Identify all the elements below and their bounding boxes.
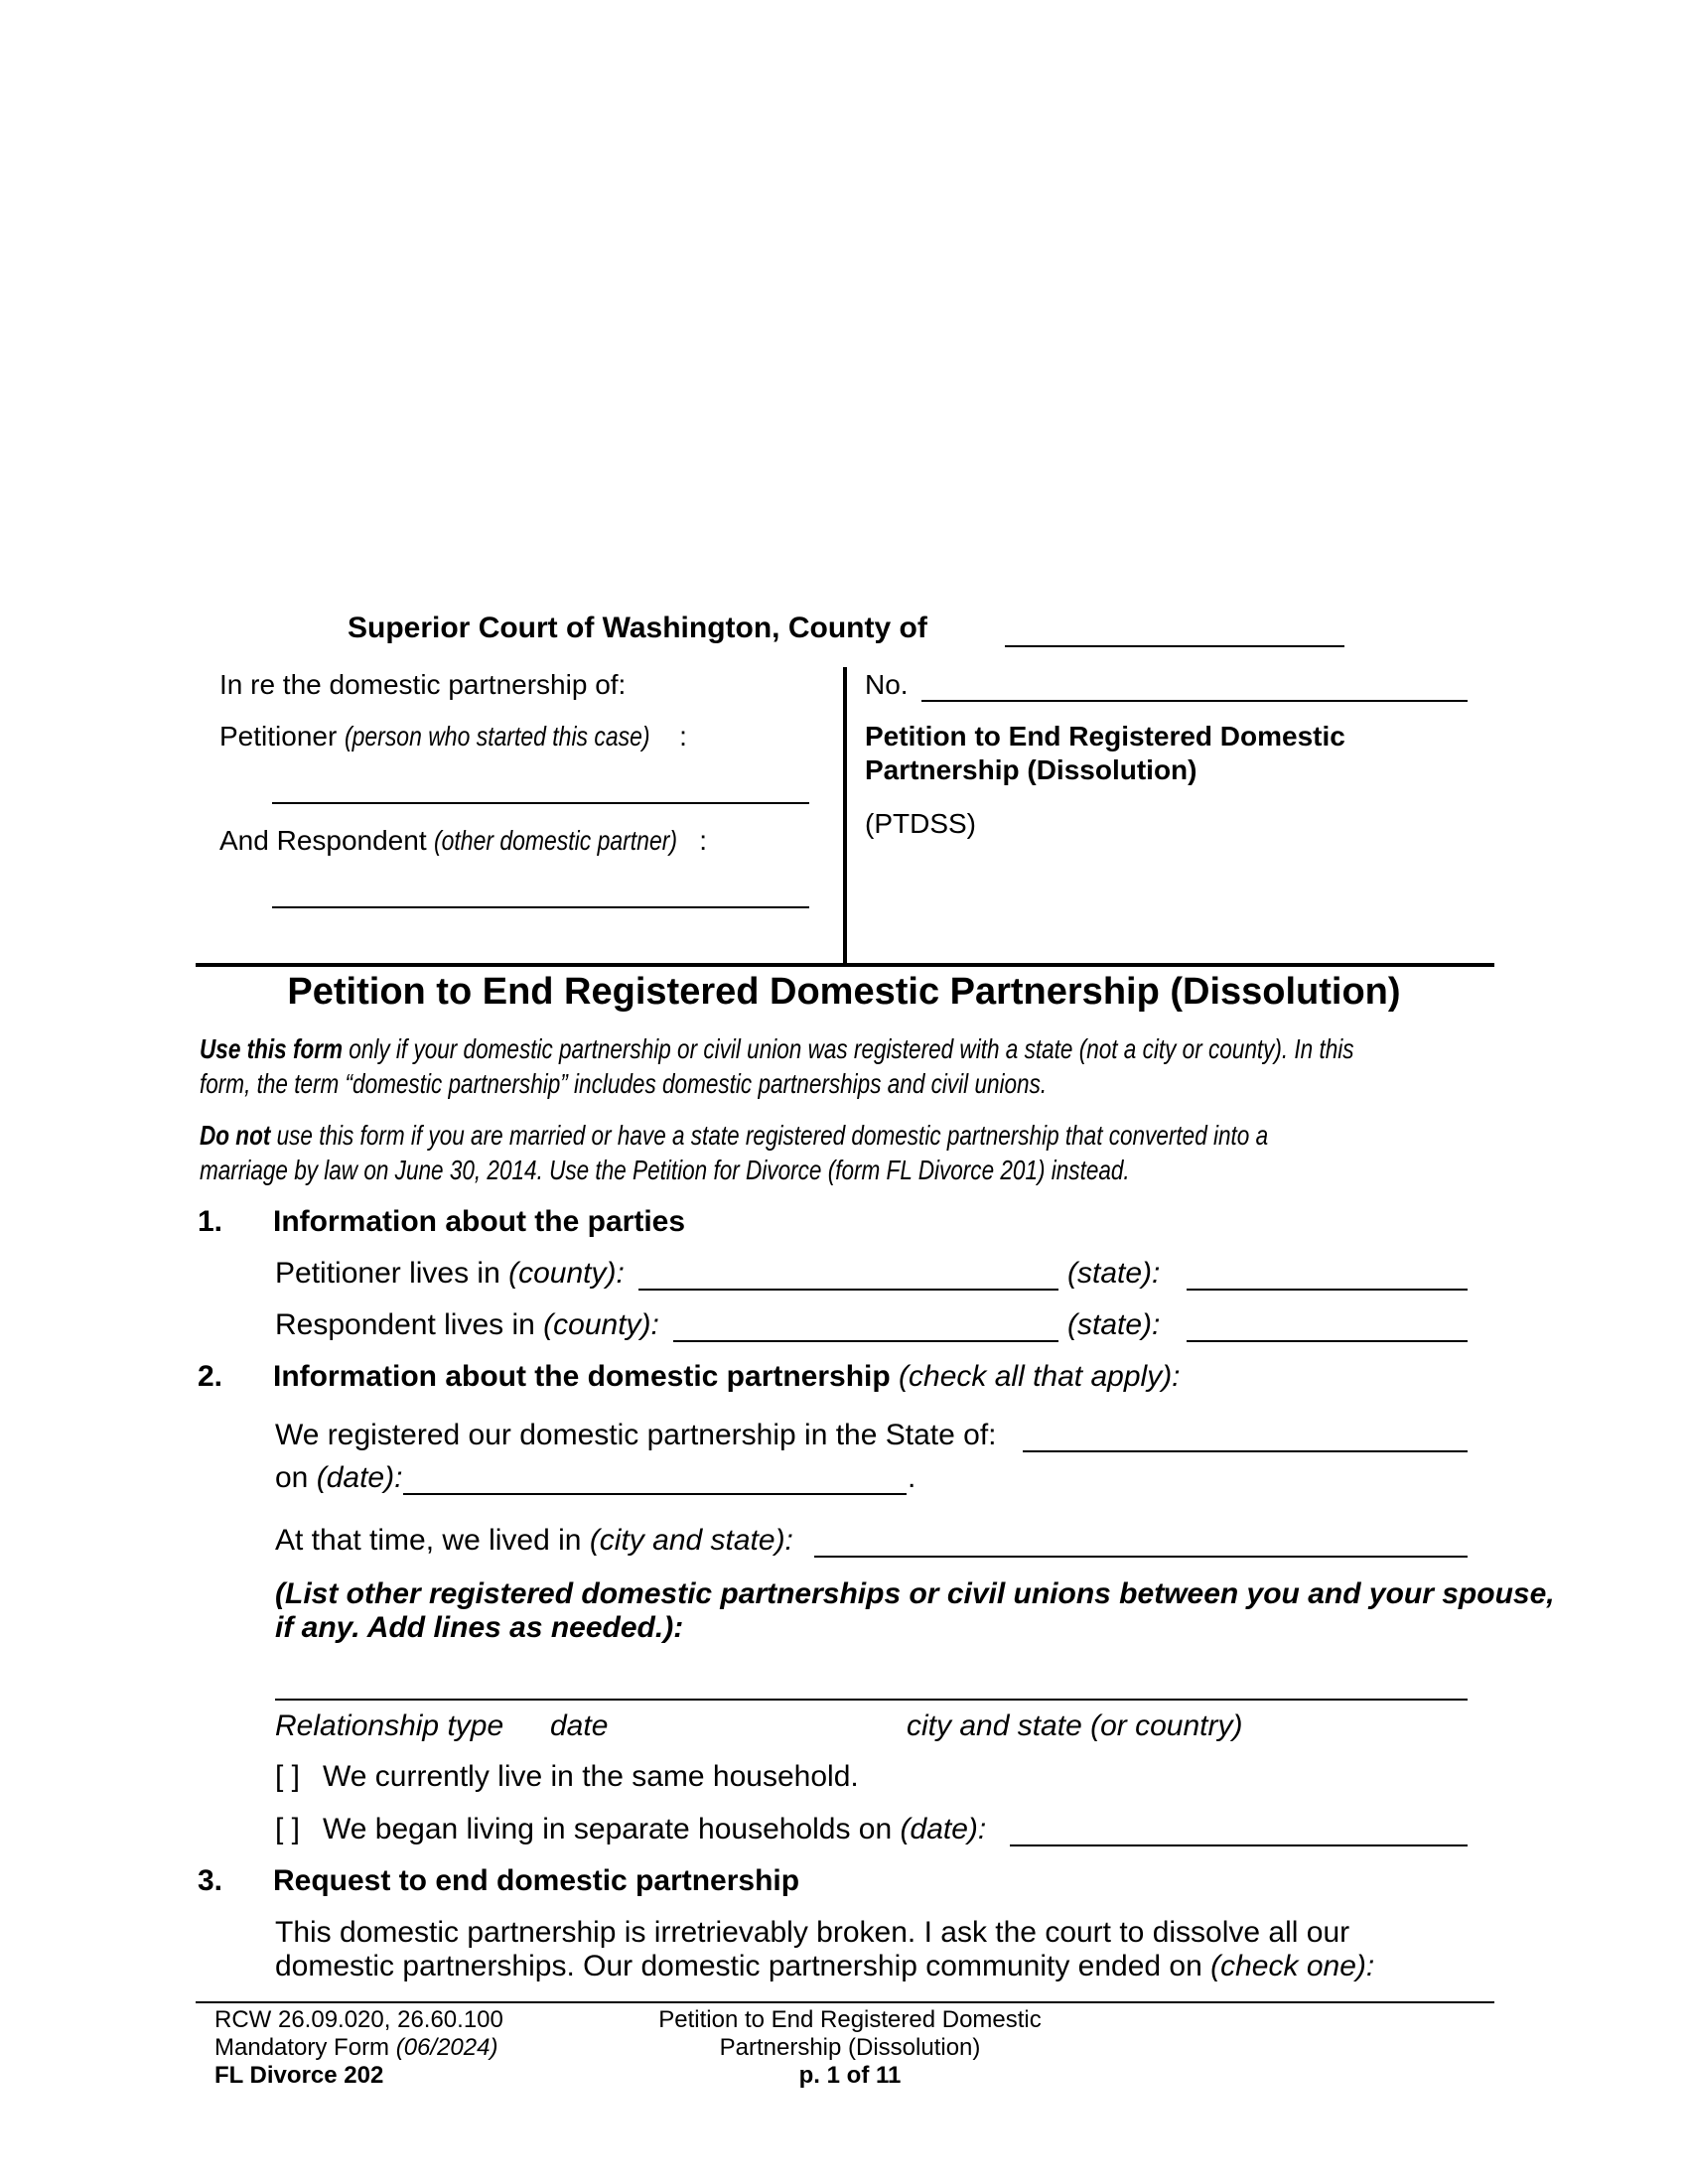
footer-title-1: Petition to End Registered Domestic (658, 2006, 1042, 2033)
section-3-text-2: domestic partnerships. Our domestic partnership community ended on (check one): (275, 1950, 1375, 1982)
page-title: Petition to End Registered Domestic Partnership (Dissolution) (287, 971, 1401, 1013)
section-3-heading: Request to end domestic partnership (273, 1864, 800, 1897)
lived-at-field[interactable] (814, 1556, 1468, 1558)
petitioner-state-field[interactable] (1187, 1289, 1468, 1291)
case-no-label: No. (865, 669, 909, 700)
section-3-number: 3. (198, 1864, 223, 1897)
intro-2-line-2: marriage by law on June 30, 2014. Use the Petition for Divorce (form FL Divorce 201) instead. (200, 1155, 1130, 1185)
section-2-number: 2. (198, 1360, 223, 1393)
petitioner-name-field[interactable] (272, 802, 809, 804)
col-date: date (550, 1709, 609, 1742)
registered-state-field[interactable] (1023, 1450, 1468, 1452)
other-partnerships-field[interactable] (275, 1699, 1468, 1701)
caption-doc-title-1: Petition to End Registered Domestic (865, 721, 1345, 751)
registered-date-field[interactable] (403, 1493, 907, 1495)
footer-rcw: RCW 26.09.020, 26.60.100 (214, 2006, 503, 2033)
lived-at-label: At that time, we lived in (city and state): (275, 1524, 793, 1557)
separate-households-label: We began living in separate households on (date): (323, 1813, 987, 1845)
section-1-number: 1. (198, 1205, 223, 1238)
caption-doc-code: (PTDSS) (865, 808, 976, 839)
same-household-label: We currently live in the same household. (323, 1760, 859, 1793)
registered-date-label: on (date): (275, 1461, 403, 1494)
section-2-heading: Information about the domestic partnership (check all that apply): (273, 1360, 1181, 1393)
separate-households-checkbox[interactable]: [ ] (275, 1813, 301, 1845)
intro-1-line-1: Use this form only if your domestic partnership or civil union was registered with a state (not a city or county). In this (200, 1033, 1354, 1064)
caption-rule (196, 963, 1494, 967)
footer-mandatory: Mandatory Form (06/2024) (214, 2034, 498, 2061)
section-3-text-1: This domestic partnership is irretrievably broken. I ask the court to dissolve all our (275, 1916, 1350, 1949)
footer-page-number: p. 1 of 11 (798, 2062, 902, 2089)
respondent-state-label: (state): (1067, 1308, 1161, 1341)
caption-divider (843, 667, 847, 965)
county-field[interactable] (1005, 645, 1344, 647)
list-instructions-1: (List other registered domestic partnerships or civil unions between you and your spouse, (275, 1577, 1555, 1610)
intro-1-line-2: form, the term “domestic partnership” includes domestic partnerships and civil unions. (200, 1068, 1048, 1099)
footer-form-id: FL Divorce 202 (214, 2062, 384, 2089)
petitioner-label: Petitioner (person who started this case) : (219, 721, 687, 751)
petitioner-state-label: (state): (1067, 1257, 1161, 1290)
col-city-state: city and state (or country) (907, 1709, 1243, 1742)
registered-state-label: We registered our domestic partnership in the State of: (275, 1419, 997, 1451)
same-household-checkbox[interactable]: [ ] (275, 1760, 301, 1793)
respondent-name-field[interactable] (272, 906, 809, 908)
separate-households-date-field[interactable] (1010, 1844, 1468, 1846)
respondent-label: And Respondent (other domestic partner) : (219, 825, 707, 856)
respondent-lives-label: Respondent lives in (county): (275, 1308, 659, 1341)
section-1-heading: Information about the parties (273, 1205, 686, 1238)
intro-2-line-1: Do not use this form if you are married or have a state registered domestic partnership that converted into a (200, 1120, 1269, 1151)
list-instructions-2: if any. Add lines as needed.): (275, 1611, 684, 1644)
footer-rule (196, 2001, 1494, 2003)
col-relationship-type: Relationship type (275, 1709, 504, 1742)
in-re-label: In re the domestic partnership of: (219, 669, 627, 700)
caption-doc-title-2: Partnership (Dissolution) (865, 754, 1197, 785)
footer-title-2: Partnership (Dissolution) (719, 2034, 981, 2061)
registered-date-period: . (908, 1461, 916, 1494)
case-number-field[interactable] (921, 700, 1468, 702)
respondent-state-field[interactable] (1187, 1340, 1468, 1342)
court-name: Superior Court of Washington, County of (348, 612, 927, 644)
petitioner-county-field[interactable] (638, 1289, 1058, 1291)
petitioner-lives-label: Petitioner lives in (county): (275, 1257, 625, 1290)
respondent-county-field[interactable] (673, 1340, 1058, 1342)
